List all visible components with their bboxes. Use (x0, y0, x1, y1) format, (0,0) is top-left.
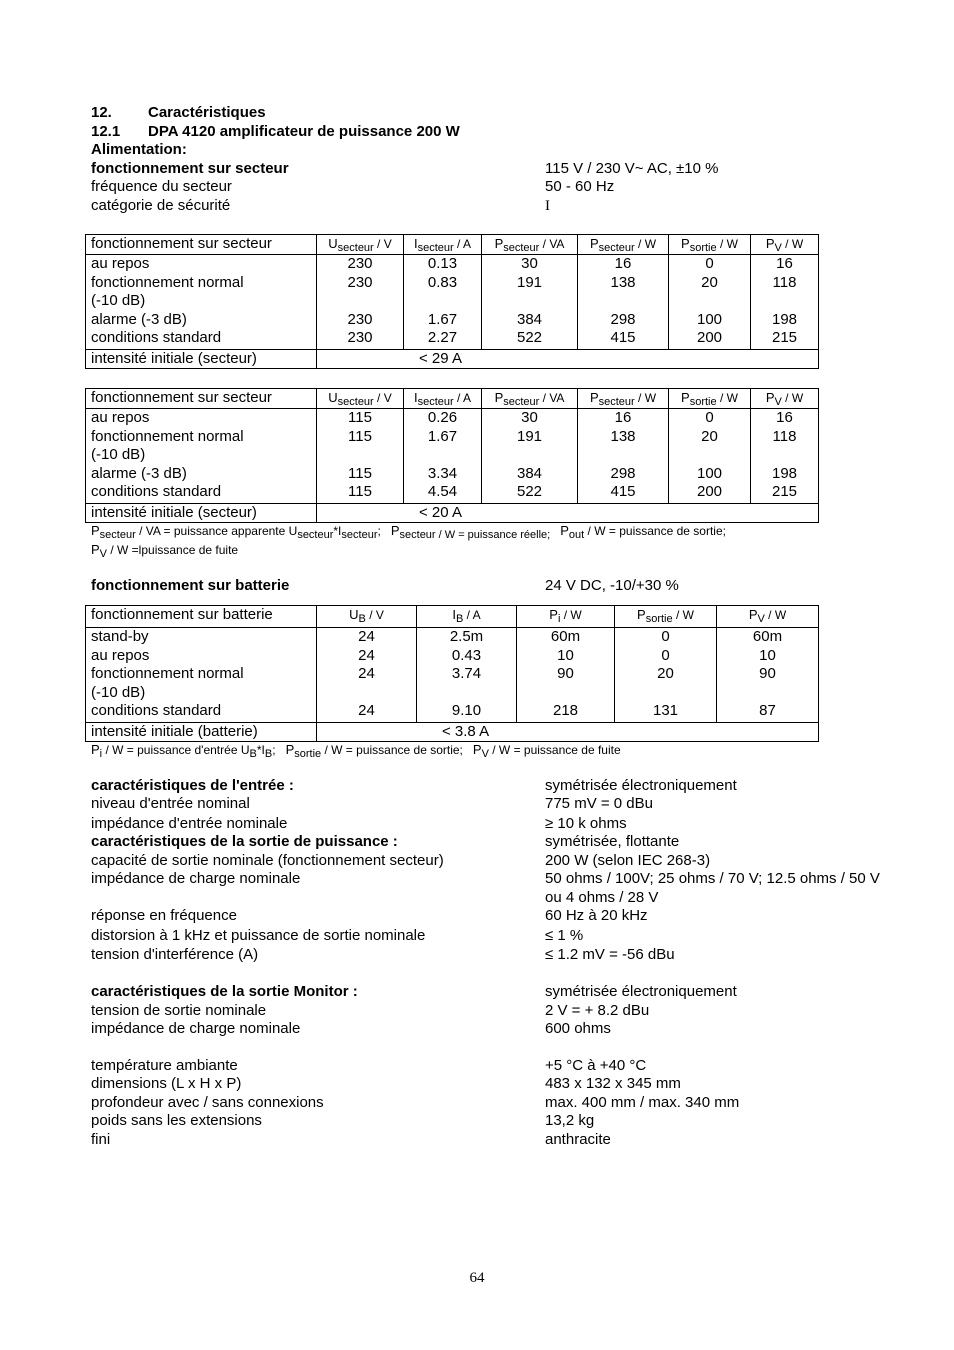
subsection-title: DPA 4120 amplificateur de puissance 200 W (148, 123, 460, 140)
spec-row (91, 1057, 934, 1076)
mains-footnote-2: $P_V$ / W =lpuissance de fuite (91, 542, 239, 560)
spec-value: symétrisée électroniquement (545, 983, 737, 1000)
spec-value: 775 mV = 0 dBu (545, 795, 653, 812)
voltage-column: 230 230 230 230 (317, 255, 404, 350)
spec-row (91, 833, 934, 852)
supply-label: fréquence du secteur (91, 178, 232, 195)
spec-label: capacité de sortie nominale (fonctionnement secteur) (91, 852, 444, 869)
spec-label: distorsion à 1 kHz et puissance de sortie nominale (91, 927, 426, 944)
table-header-row (86, 235, 819, 255)
supply-value: I (545, 198, 550, 214)
spec-label: dimensions (L x H x P) (91, 1075, 242, 1092)
column-header: $P_{sortie}$ / W (669, 235, 751, 255)
column-header: $P_{secteur}$ / W (578, 235, 669, 255)
table-body-row (86, 628, 819, 723)
spec-label: réponse en fréquence (91, 907, 237, 924)
spec-row (91, 1094, 934, 1113)
spec-value: ≤ 1.2 mV = -56 dBu (545, 946, 675, 963)
supply-label: catégorie de sécurité (91, 197, 231, 214)
spec-value: symétrisée électroniquement (545, 777, 737, 794)
spec-value: 13,2 kg (545, 1112, 595, 1129)
alimentation-heading: Alimentation: (91, 141, 187, 158)
section-heading (91, 104, 266, 123)
inrush-value: < 29 A (317, 349, 819, 369)
voltage-column: 115 115 115 115 (317, 409, 404, 504)
current-column: 0.13 0.83 1.67 2.27 (404, 255, 482, 350)
subsection-heading (91, 123, 460, 142)
output-power-column: 0 20 100 200 (669, 409, 751, 504)
spec-label: tension de sortie nominale (91, 1002, 267, 1019)
row-labels: au repos fonctionnement normal (-10 dB) alarme (-3 dB) conditions standard (86, 255, 317, 350)
column-header: $P_{secteur}$ / VA (482, 235, 578, 255)
column-header: $P_{secteur}$ / W (578, 389, 669, 409)
inrush-value: < 3.8 A (317, 722, 819, 742)
table-header-row (86, 389, 819, 409)
row-labels: stand-by au repos fonctionnement normal (-10 dB) conditions standard (86, 628, 317, 723)
inrush-row (86, 503, 819, 523)
spec-label: impédance d'entrée nominale (91, 815, 288, 832)
table-body-row (86, 409, 819, 504)
column-header: $P_V$ / W (717, 606, 819, 628)
spec-label: profondeur avec / sans connexions (91, 1094, 324, 1111)
battery-row (91, 577, 934, 596)
voltage-column: 24 24 24 24 (317, 628, 417, 723)
table-header-row (86, 606, 819, 628)
spec-row (91, 1002, 934, 1021)
spec-row (91, 815, 934, 834)
spec-value: 50 ohms / 100V; 25 ohms / 70 V; 12.5 ohms / 50 V (545, 870, 880, 887)
supply-value: 50 - 60 Hz (545, 178, 615, 195)
spec-row (91, 907, 934, 926)
apparent-power-column: 30 191 384 522 (482, 255, 578, 350)
column-header: fonctionnement sur secteur (86, 389, 317, 409)
spec-value: ≥ 10 k ohms (545, 815, 627, 832)
spec-row (91, 852, 934, 871)
spec-value: 600 ohms (545, 1020, 611, 1037)
spec-row (91, 777, 934, 796)
supply-label: fonctionnement sur secteur (91, 160, 289, 177)
spec-label: température ambiante (91, 1057, 238, 1074)
battery-value: 24 V DC, -10/+30 % (545, 577, 679, 594)
supply-row (91, 160, 934, 179)
column-header: $U_{secteur}$ / V (317, 235, 404, 255)
spec-label: poids sans les extensions (91, 1112, 262, 1129)
current-column: 2.5m 0.43 3.74 9.10 (417, 628, 517, 723)
column-header: $I_{secteur}$ / A (404, 389, 482, 409)
spec-row (91, 1131, 934, 1150)
spec-value: ≤ 1 % (545, 927, 584, 944)
spec-label: caractéristiques de l'entrée : (91, 777, 294, 794)
column-header: $P_V$ / W (751, 235, 819, 255)
page-number: 64 (469, 1270, 485, 1286)
column-header: $P_V$ / W (751, 389, 819, 409)
spec-row (91, 1112, 934, 1131)
loss-power-column: 60m 10 90 87 (717, 628, 819, 723)
spec-value: 483 x 132 x 345 mm (545, 1075, 681, 1092)
column-header: fonctionnement sur batterie (86, 606, 317, 628)
spec-label: impédance de charge nominale (91, 870, 301, 887)
apparent-power-column: 30 191 384 522 (482, 409, 578, 504)
table-body-row (86, 255, 819, 350)
supply-value: 115 V / 230 V~ AC, ±10 % (545, 160, 719, 177)
spec-row (91, 795, 934, 814)
row-labels: au repos fonctionnement normal (-10 dB) alarme (-3 dB) conditions standard (86, 409, 317, 504)
output-power-column: 0 20 100 200 (669, 255, 751, 350)
spec-value: anthracite (545, 1131, 611, 1148)
spec-label: fini (91, 1131, 111, 1148)
battery-footnote: $P_i$ / W = puissance d'entrée $U_B*I_B$; $P_{sortie}$ / W = puissance de sortie; $P_V$ / W = puissance de fuite (91, 742, 621, 760)
inrush-label: intensité initiale (secteur) (86, 349, 317, 369)
subsection-number: 12.1 (91, 123, 121, 140)
spec-label: caractéristiques de la sortie de puissance : (91, 833, 398, 850)
loss-power-column: 16 118 198 215 (751, 409, 819, 504)
mains-230v-table (85, 234, 819, 369)
spec-value: 2 V = + 8.2 dBu (545, 1002, 650, 1019)
spec-label: niveau d'entrée nominal (91, 795, 250, 812)
column-header: $I_B$ / A (417, 606, 517, 628)
section-title: Caractéristiques (148, 104, 266, 121)
column-header: $U_{secteur}$ / V (317, 389, 404, 409)
column-header: $P_i$ / W (517, 606, 615, 628)
supply-row (91, 197, 934, 216)
inrush-row (86, 722, 819, 742)
column-header: $P_{sortie}$ / W (669, 389, 751, 409)
spec-label: caractéristiques de la sortie Monitor : (91, 983, 358, 1000)
spec-row (91, 927, 934, 946)
real-power-column: 16 138 298 415 (578, 255, 669, 350)
spec-row (91, 1075, 934, 1094)
input-power-column: 60m 10 90 218 (517, 628, 615, 723)
spec-value: 200 W (selon IEC 268-3) (545, 852, 711, 869)
inrush-label: intensité initiale (secteur) (86, 503, 317, 523)
spec-row (91, 870, 934, 889)
column-header: $P_{secteur}$ / VA (482, 389, 578, 409)
inrush-label: intensité initiale (batterie) (86, 722, 317, 742)
spec-value: +5 °C à +40 °C (545, 1057, 647, 1074)
column-header: $I_{secteur}$ / A (404, 235, 482, 255)
output-power-column: 0 0 20 131 (615, 628, 717, 723)
inrush-value: < 20 A (317, 503, 819, 523)
column-header: fonctionnement sur secteur (86, 235, 317, 255)
current-column: 0.26 1.67 3.34 4.54 (404, 409, 482, 504)
battery-table (85, 605, 819, 742)
supply-row (91, 178, 934, 197)
spec-label: impédance de charge nominale (91, 1020, 301, 1037)
spec-row (91, 946, 934, 965)
spec-row (91, 889, 934, 908)
section-number: 12. (91, 104, 112, 121)
battery-label: fonctionnement sur batterie (91, 577, 290, 594)
spec-row (91, 1020, 934, 1039)
real-power-column: 16 138 298 415 (578, 409, 669, 504)
spec-row (91, 983, 934, 1002)
spec-value: symétrisée, flottante (545, 833, 680, 850)
loss-power-column: 16 118 198 215 (751, 255, 819, 350)
mains-footnote: $P_{secteur}$ / VA = puissance apparente $U_{secteur}*I_{secteur}$; $P_{secteur / W = puissance réelle;}$ $P_{out}$ / W = puissance de sortie; (91, 523, 726, 541)
column-header: $U_B$ / V (317, 606, 417, 628)
spec-label: tension d'interférence (A) (91, 946, 259, 963)
inrush-row (86, 349, 819, 369)
column-header: $P_{sortie}$ / W (615, 606, 717, 628)
spec-value: 60 Hz à 20 kHz (545, 907, 648, 924)
spec-value: ou 4 ohms / 28 V (545, 889, 659, 906)
spec-value: max. 400 mm / max. 340 mm (545, 1094, 740, 1111)
mains-115v-table (85, 388, 819, 523)
